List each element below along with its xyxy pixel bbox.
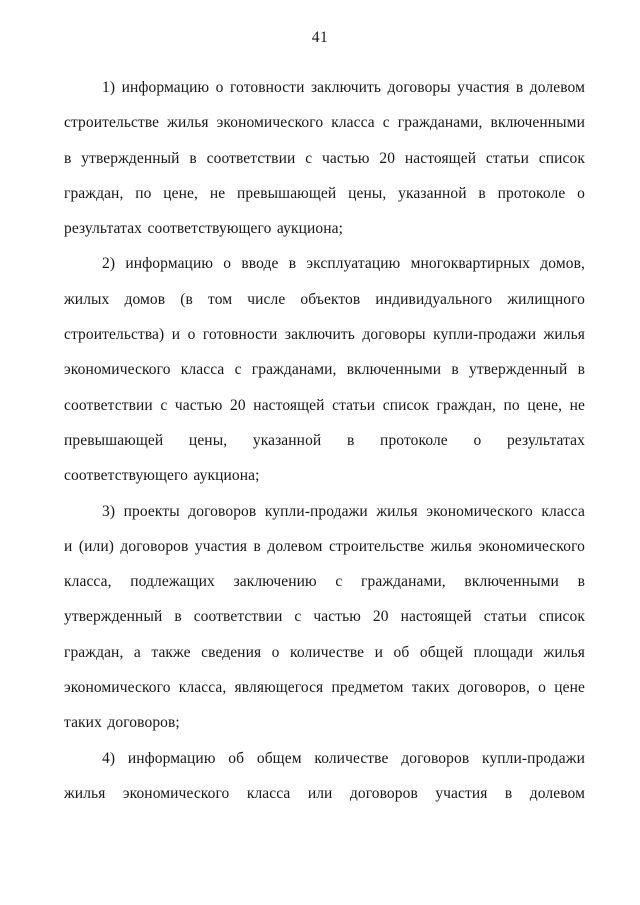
text-line: граждан, а также сведения о количестве и об общей площади жилья [64, 643, 585, 661]
text-line: класса, подлежащих заключению с гражданами, включенными в [64, 573, 585, 591]
text-line: 1) информацию о готовности заключить договоры участия в долевом [102, 79, 585, 96]
text-line: 2) информацию о вводе в эксплуатацию многоквартирных домов, [102, 255, 585, 273]
text-line: строительстве жилья экономического класса с гражданами, включенными [64, 114, 585, 132]
document-text-block [64, 70, 585, 811]
page-number: 41 [311, 29, 329, 46]
text-line: 4) информацию об общем количестве договоров купли-продажи [102, 749, 585, 767]
text-line: жилых домов (в том числе объектов индивидуального жилищного [64, 290, 585, 308]
text-line: экономического класса, являющегося предметом таких договоров, о цене [64, 679, 585, 697]
text-line: жилья экономического класса или договоров участия в долевом [64, 784, 585, 802]
text-line: таких договоров; [64, 714, 180, 732]
text-line: экономического класса с гражданами, включенными в утвержденный в [64, 361, 585, 379]
text-line: и (или) договоров участия в долевом строительстве жилья экономического [64, 537, 585, 555]
text-line: результатах соответствующего аукциона; [64, 220, 344, 238]
text-line: превышающей цены, указанной в протоколе о результатах [64, 431, 585, 449]
text-line: соответствии с частью 20 настоящей статьи список граждан, по цене, не [64, 396, 585, 414]
text-line: в утвержденный в соответствии с частью 20 настоящей статьи список [64, 149, 585, 167]
text-line: соответствующего аукциона; [64, 467, 260, 485]
text-line: строительства) и о готовности заключить договоры купли-продажи жилья [64, 326, 585, 344]
text-line: утвержденный в соответствии с частью 20 настоящей статьи список [64, 608, 585, 626]
text-line: 3) проекты договоров купли-продажи жилья экономического класса [102, 502, 585, 520]
text-line: граждан, по цене, не превышающей цены, указанной в протоколе о [64, 184, 585, 202]
